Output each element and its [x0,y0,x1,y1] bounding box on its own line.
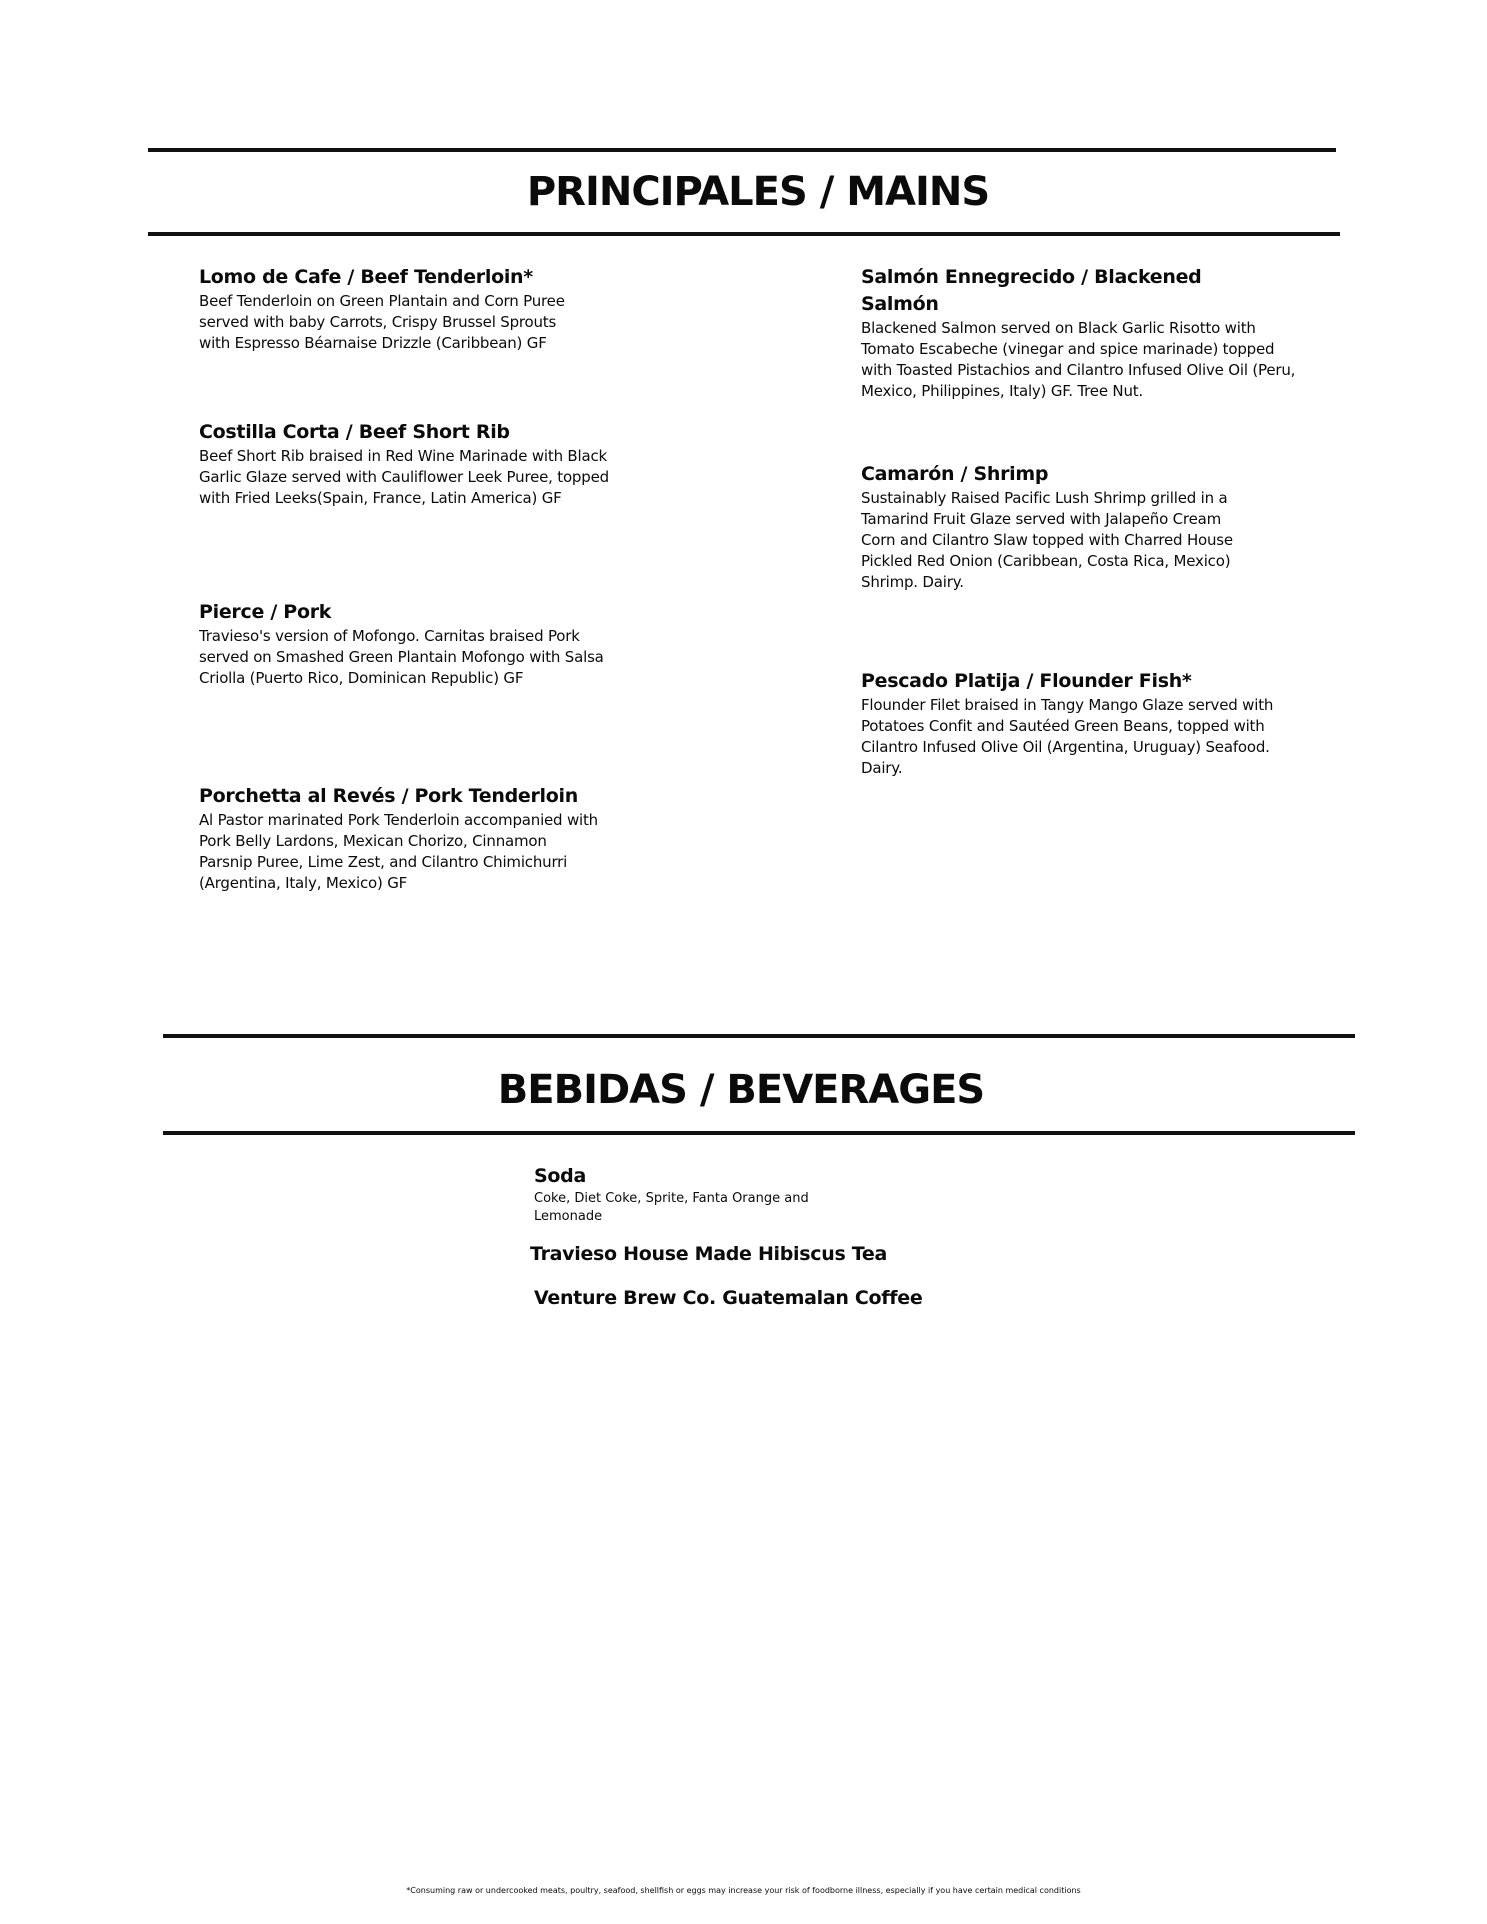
item-name: Pescado Platija / Flounder Fish* [861,670,1192,692]
beverage-item-soda [534,1163,854,1226]
item-name: Costilla Corta / Beef Short Rib [199,421,510,443]
food-safety-disclaimer: *Consuming raw or undercooked meats, poultry, seafood, shellfish or eggs may increase your risk of foodborne illness, especially if you have certain medical conditions [406,1886,1081,1895]
beverages-title: BEBIDAS / BEVERAGES [497,1067,985,1113]
item-name: Camarón / Shrimp [861,463,1049,485]
item-description: Blackened Salmon served on Black Garlic Risotto with Tomato Escabeche (vinegar and spice marinade) topped with Toasted Pistachios and Cilantro Infused Olive Oil (Peru, Mexico, Philippines, Italy) GF. Tree Nut. [861,319,1296,400]
beverages-top-rule [163,1034,1355,1038]
item-description: Flounder Filet braised in Tangy Mango Glaze served with Potatoes Confit and Sautéed Green Beans, topped with Cilantro Infused Olive Oil (Argentina, Uruguay) Seafood. Dairy. [861,696,1274,777]
item-name: Lomo de Cafe / Beef Tenderloin* [199,266,533,288]
item-name: Porchetta al Revés / Pork Tenderloin [199,785,578,807]
menu-item-pork-tenderloin [199,783,599,894]
beverages-bottom-rule [163,1131,1355,1135]
menu-item-shrimp [861,461,1251,593]
mains-bottom-rule [148,232,1340,236]
menu-item-blackened-salmon [861,264,1306,402]
item-name: Pierce / Pork [199,601,332,623]
item-description: Coke, Diet Coke, Sprite, Fanta Orange and Lemonade [534,1191,809,1224]
item-name: Salmón Ennegrecido / Blackened Salmón [861,266,1202,315]
mains-title: PRINCIPALES / MAINS [526,169,990,215]
beverage-item-guatemalan-coffee [534,1285,954,1312]
menu-item-flounder-fish [861,668,1286,779]
item-name: Travieso House Made Hibiscus Tea [530,1243,888,1265]
menu-item-beef-short-rib [199,419,619,509]
item-description: Travieso's version of Mofongo. Carnitas braised Pork served on Smashed Green Plantain Mofongo with Salsa Criolla (Puerto Rico, Dominican Republic) GF [199,627,604,687]
mains-top-rule [148,148,1336,152]
item-description: Sustainably Raised Pacific Lush Shrimp grilled in a Tamarind Fruit Glaze served with Jalapeño Cream Corn and Cilantro Slaw topped with Charred House Pickled Red Onion (Caribbean, Costa Rica, Mexico) Shrimp. Dairy. [861,489,1233,591]
item-name: Soda [534,1165,586,1187]
menu-item-beef-tenderloin [199,264,579,354]
item-name: Venture Brew Co. Guatemalan Coffee [534,1287,923,1309]
item-description: Beef Short Rib braised in Red Wine Marinade with Black Garlic Glaze served with Cauliflower Leek Puree, topped with Fried Leeks(Spain, France, Latin America) GF [199,447,609,507]
item-description: Beef Tenderloin on Green Plantain and Corn Puree served with baby Carrots, Crispy Brussel Sprouts with Espresso Béarnaise Drizzle (Caribbean) GF [199,292,565,352]
menu-item-pork [199,599,614,689]
item-description: Al Pastor marinated Pork Tenderloin accompanied with Pork Belly Lardons, Mexican Chorizo, Cinnamon Parsnip Puree, Lime Zest, and Cilantro Chimichurri (Argentina, Italy, Mexico) GF [199,811,598,892]
beverage-item-hibiscus-tea [530,1241,950,1268]
